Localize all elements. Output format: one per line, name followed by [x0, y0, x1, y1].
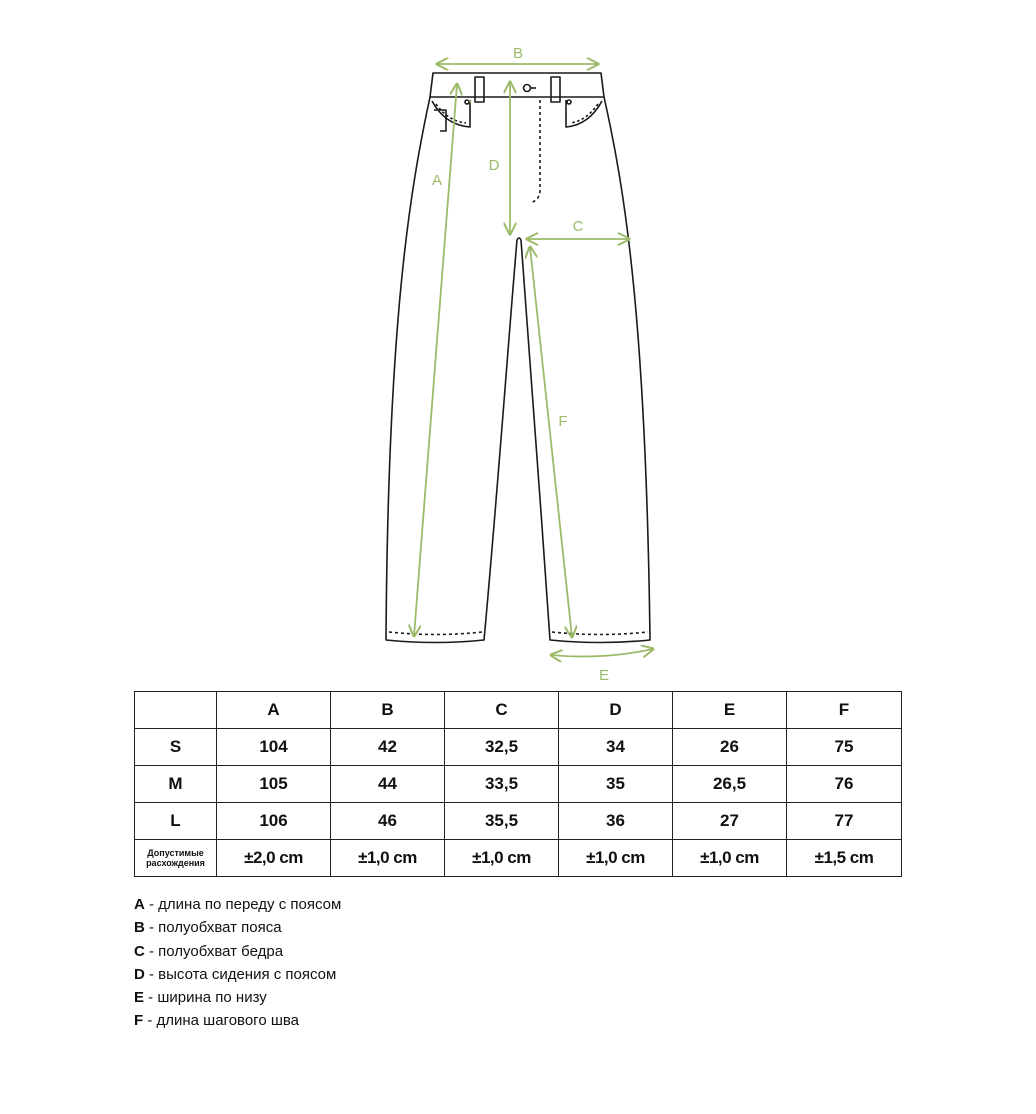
hem-stitch-right [552, 632, 648, 635]
size-cell: M [135, 766, 217, 803]
dim-label-d: D [488, 157, 500, 174]
belt-loop-left [475, 77, 484, 102]
table-cell: 32,5 [445, 729, 559, 766]
header-cell-empty [135, 692, 217, 729]
table-cell: 35 [559, 766, 673, 803]
table-cell: 46 [331, 803, 445, 840]
left-leg [386, 97, 517, 643]
pocket-left [432, 100, 470, 127]
tolerance-cell: ±2,0 cm [217, 840, 331, 877]
table-cell: 105 [217, 766, 331, 803]
header-cell-b: B [331, 692, 445, 729]
header-cell-e: E [673, 692, 787, 729]
table-row-m [135, 766, 902, 803]
table-row-s [135, 729, 902, 766]
size-cell: S [135, 729, 217, 766]
tolerance-cell: ±1,0 cm [559, 840, 673, 877]
header-cell-a: A [217, 692, 331, 729]
table-row-tolerance [135, 840, 902, 877]
tolerance-cell: ±1,0 cm [331, 840, 445, 877]
table-cell: 35,5 [445, 803, 559, 840]
table-cell: 27 [673, 803, 787, 840]
size-cell: L [135, 803, 217, 840]
header-cell-d: D [559, 692, 673, 729]
table-cell: 36 [559, 803, 673, 840]
pocket-right [566, 100, 602, 127]
header-cell-f: F [787, 692, 902, 729]
table-cell: 33,5 [445, 766, 559, 803]
table-cell: 104 [217, 729, 331, 766]
tolerance-cell: ±1,0 cm [673, 840, 787, 877]
tolerance-cell: ±1,0 cm [445, 840, 559, 877]
dim-label-e: E [598, 667, 610, 684]
pants-outline [386, 73, 650, 643]
dim-label-b: B [512, 45, 524, 62]
table-cell: 26 [673, 729, 787, 766]
legend-item: F - длина шагового шва [134, 1012, 300, 1030]
table-cell: 42 [331, 729, 445, 766]
dim-e-arrow [551, 649, 653, 657]
header-cell-c: C [445, 692, 559, 729]
dim-a-arrow [414, 84, 457, 636]
hem-stitch-left [389, 632, 482, 635]
button-icon [524, 85, 531, 92]
legend [134, 893, 341, 1033]
size-table [134, 691, 902, 877]
table-cell: 106 [217, 803, 331, 840]
dim-label-c: C [572, 218, 584, 235]
fly-stitch [530, 100, 540, 203]
legend-item: B - полуобхват пояса [134, 919, 282, 937]
table-cell: 76 [787, 766, 902, 803]
legend-item: D - высота сидения с поясом [134, 965, 337, 983]
belt-loop-right [551, 77, 560, 102]
table-cell: 34 [559, 729, 673, 766]
tolerance-cell: ±1,5 cm [787, 840, 902, 877]
dim-label-f: F [558, 413, 568, 430]
table-cell: 75 [787, 729, 902, 766]
table-cell: 26,5 [673, 766, 787, 803]
legend-item: E - ширина по низу [134, 989, 267, 1007]
table-row-l [135, 803, 902, 840]
table-cell: 77 [787, 803, 902, 840]
legend-item: A - длина по переду с поясом [134, 896, 342, 913]
table-cell: 44 [331, 766, 445, 803]
tolerance-label: Допустимые расхождения [135, 840, 217, 877]
table-header-row [135, 692, 902, 729]
legend-item: C - полуобхват бедра [134, 942, 284, 960]
dim-label-a: A [431, 172, 443, 189]
crotch [517, 238, 521, 240]
